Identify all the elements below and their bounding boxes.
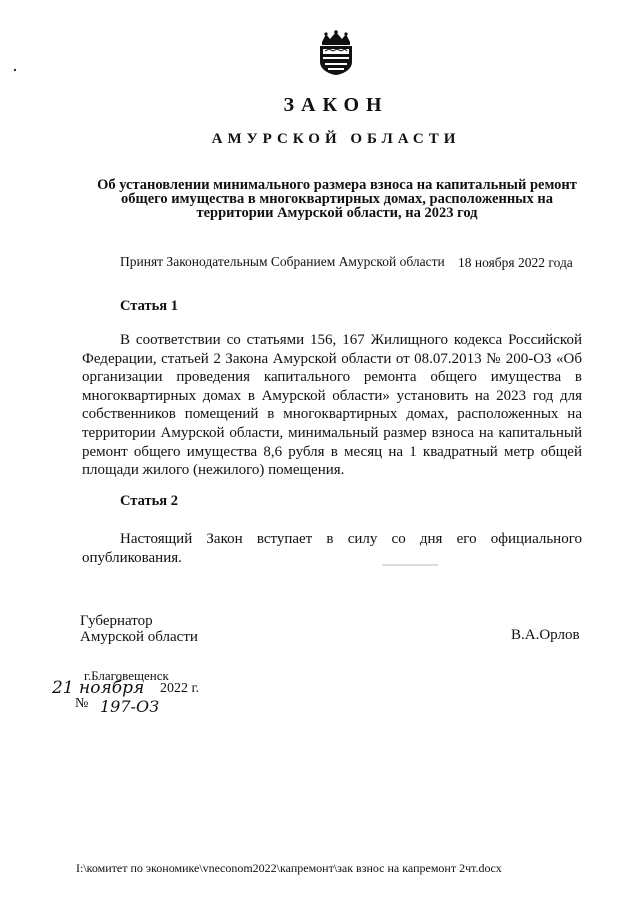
year-label: 2022 г. <box>160 681 200 696</box>
signatory-title-line: Амурской области <box>80 629 198 645</box>
signatory-name: В.А.Орлов <box>511 627 580 643</box>
law-heading: ЗАКОН <box>283 94 389 116</box>
city-label: г.Благовещенск <box>84 668 169 683</box>
adoption-date: 18 ноября 2022 года <box>458 255 573 270</box>
article-2-text: Настоящий Закон вступает в силу со дня его официального опубликования. <box>82 531 582 566</box>
article-1-heading: Статья 1 <box>120 298 178 314</box>
title-line: общего имущества в многоквартирных домах, расположенных на <box>121 191 553 207</box>
article-2-heading: Статья 2 <box>120 493 178 509</box>
scan-line-mark <box>380 562 440 568</box>
title-line: территории Амурской области, на 2023 год <box>196 205 478 221</box>
document-title <box>84 178 590 220</box>
number-label: № <box>75 696 89 711</box>
signatory-title <box>80 613 198 645</box>
amur-oblast-coat-of-arms-icon <box>316 30 356 76</box>
region-heading: АМУРСКОЙ ОБЛАСТИ <box>211 131 461 147</box>
footer-file-path: I:\комитет по экономике\vneconom2022\капремонт\зак взнос на капремонт 2чт.docx <box>76 861 502 875</box>
title-line: Об установлении минимального размера взноса на капитальный ремонт <box>97 177 577 193</box>
article-1-text: В соответствии со статьями 156, 167 Жилищного кодекса Российской Федерации, статьей 2 Закона Амурской области от 08.07.2013 № 200-ОЗ «Об организации проведения капитального ремонта общего имущества в многоквартирных домах в Амурской области» установить на 2023 год для собственников помещений в многоквартирных домах, расположенных на территории Амурской области, минимальный размер взноса на капитальный ремонт общего имущества 8,6 рубля в месяц на 1 квадратный метр общей площади жилого (нежилого) помещения. <box>82 332 582 479</box>
handwritten-law-number: 197-ОЗ <box>100 697 160 716</box>
scan-speck <box>12 66 18 74</box>
adoption-text: Принят Законодательным Собранием Амурской области <box>120 254 445 269</box>
signatory-title-line: Губернатор <box>80 613 153 629</box>
handwritten-date: 21 ноября <box>52 678 145 698</box>
